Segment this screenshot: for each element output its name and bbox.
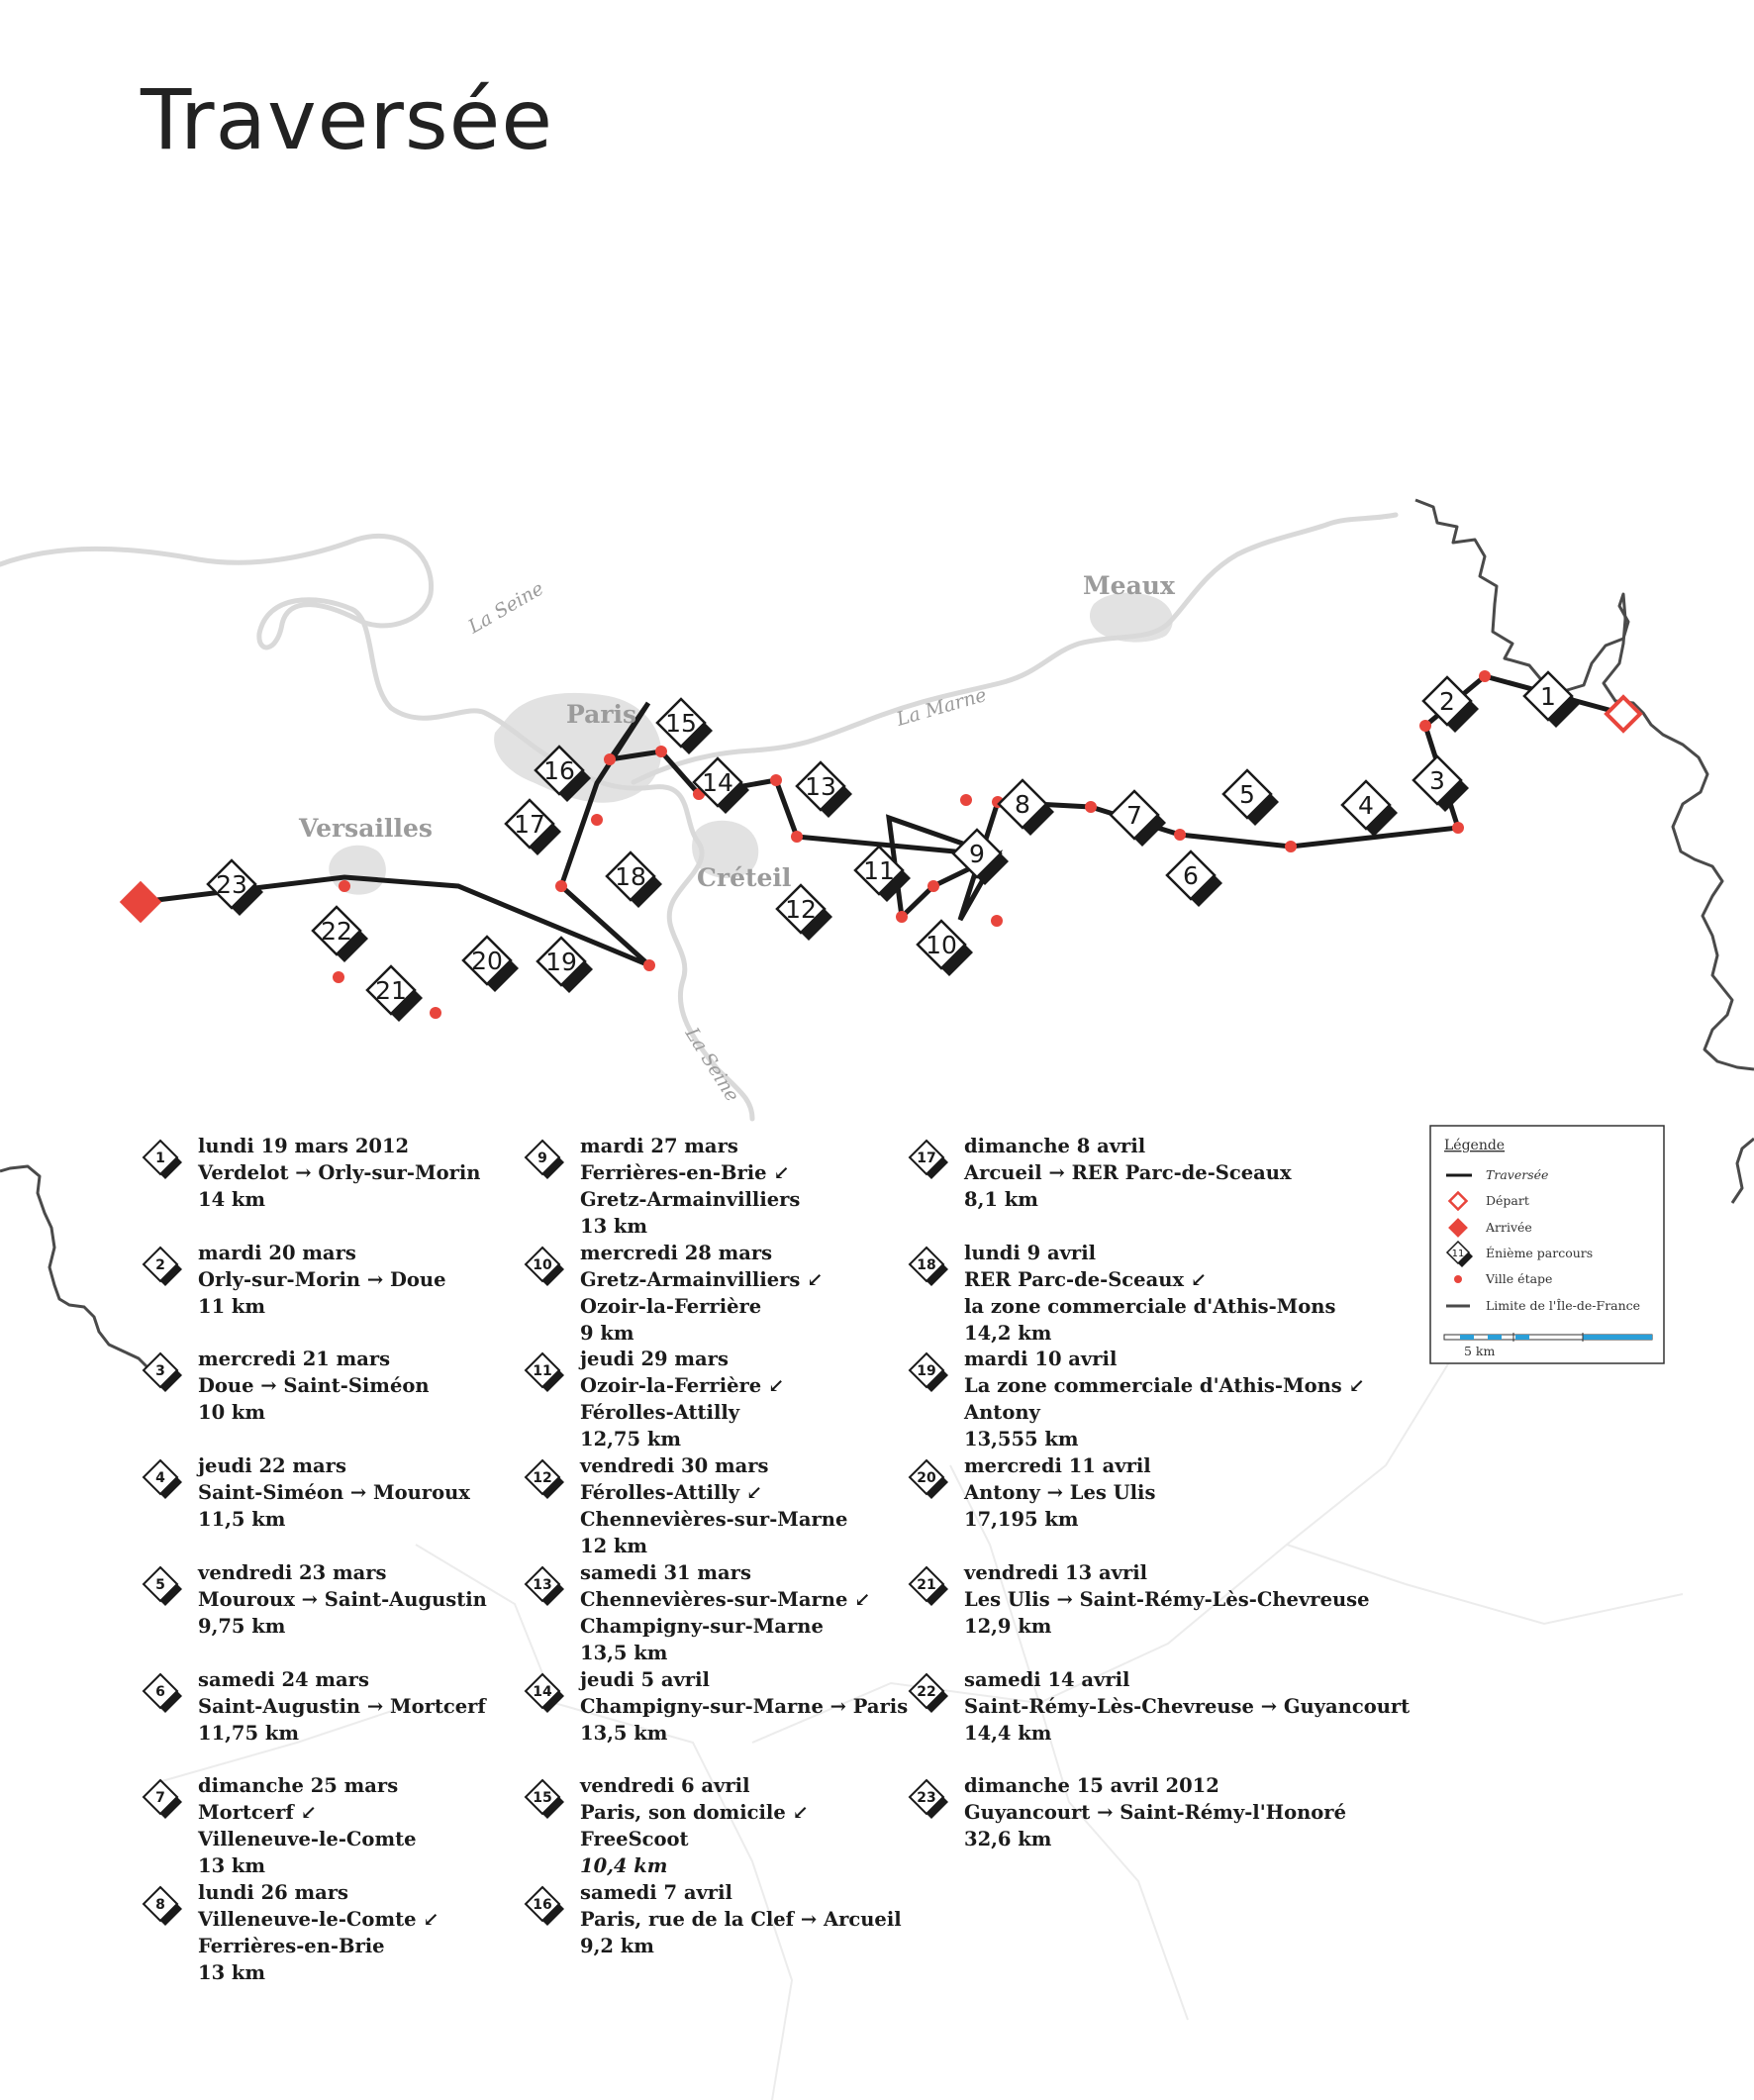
stage-route: Saint-Rémy-Lès-Chevreuse → Guyancourt (964, 1694, 1411, 1718)
stage-entry-marker (519, 1347, 566, 1394)
stage-distance: 14 km (198, 1188, 266, 1211)
stage-route: Antony → Les Ulis (964, 1481, 1156, 1505)
river-marne (633, 515, 1396, 782)
stage-marker (918, 921, 973, 976)
stage-date: jeudi 5 avril (580, 1667, 710, 1691)
stage-route: Gretz-Armainvilliers ↙ (580, 1267, 824, 1291)
stage-route: Arcueil → RER Parc-de-Sceaux (964, 1161, 1292, 1184)
stage-marker (953, 830, 1009, 885)
stage-date: mardi 27 mars (580, 1135, 738, 1157)
stage-route: Les Ulis → Saint-Rémy-Lès-Chevreuse (964, 1587, 1370, 1611)
stage-entry-number: 3 (155, 1363, 165, 1380)
stage-marker-number: 1 (1540, 682, 1556, 711)
stage-marker (657, 699, 713, 754)
stage-date: samedi 31 mars (580, 1560, 751, 1584)
stage-entry-marker (903, 1134, 950, 1181)
stage-route: Champigny-sur-Marne (580, 1614, 824, 1638)
stage-route: Ferrières-en-Brie (198, 1934, 385, 1957)
stage-distance: 13,5 km (580, 1641, 668, 1664)
river-label: La Marne (894, 683, 990, 731)
stage-entry-marker (137, 1347, 184, 1394)
stage-entry-marker (903, 1241, 950, 1288)
stage-entry-marker (519, 1560, 566, 1608)
stage-distance: 10 km (198, 1401, 266, 1425)
stage-marker (367, 966, 423, 1022)
legend-item-label: Ville étape (1486, 1271, 1553, 1286)
stage-entry-number: 7 (155, 1790, 165, 1807)
stage-date: jeudi 22 mars (198, 1454, 346, 1478)
stage-marker (1342, 781, 1398, 837)
stage-marker-number: 2 (1439, 687, 1455, 716)
stage-marker (208, 860, 263, 916)
stage-distance: 14,2 km (964, 1321, 1052, 1345)
stage-marker (694, 758, 749, 814)
legend-title: Légende (1444, 1138, 1506, 1153)
stage-entry-number: 8 (155, 1896, 165, 1913)
city-areas (329, 593, 1173, 895)
river-seine-west (0, 536, 569, 767)
river-label: La Seine (464, 577, 548, 639)
stage-route: Ozoir-la-Ferrière (580, 1294, 762, 1318)
stage-date: samedi 14 avril (964, 1667, 1130, 1691)
stage-route: Mortcerf ↙ (198, 1801, 317, 1825)
stage-marker (313, 907, 368, 962)
stage-date: mercredi 21 mars (198, 1348, 391, 1371)
stage-route: Villeneuve-le-Comte (198, 1828, 417, 1851)
stage-entry-number: 15 (533, 1790, 552, 1807)
stage-entry-marker (137, 1560, 184, 1608)
stage-marker-number: 12 (785, 895, 817, 924)
scale-label: 5 km (1464, 1344, 1496, 1358)
stage-route: la zone commerciale d'Athis-Mons (964, 1294, 1336, 1318)
legend-box (1430, 1126, 1664, 1363)
legend-item-label: Arrivée (1486, 1220, 1532, 1235)
stage-route: Antony (964, 1401, 1040, 1425)
stage-marker-number: 9 (969, 840, 985, 868)
stage-entry (917, 1772, 1350, 1852)
stage-entry-marker (137, 1453, 184, 1501)
stage-distance: 32,6 km (964, 1828, 1052, 1851)
stage-route: Ferrières-en-Brie ↙ (580, 1161, 790, 1184)
stage-distance: 10,4 km (580, 1854, 668, 1878)
stage-entry-marker (519, 1134, 566, 1181)
stage-marker (777, 885, 832, 941)
city-label: Créteil (697, 863, 792, 892)
stage-route: Guyancourt → Saint-Rémy-l'Honoré (964, 1801, 1346, 1825)
stage-marker (855, 847, 911, 902)
stage-route: Champigny-sur-Marne → Paris (580, 1694, 909, 1718)
stage-marker (463, 937, 519, 992)
stage-distance: 8,1 km (964, 1188, 1038, 1211)
stage-marker-number: 11 (863, 856, 895, 885)
stage-entry-number: 18 (917, 1256, 936, 1273)
stage-entry-marker (137, 1241, 184, 1288)
stage-entry-number: 22 (917, 1683, 936, 1700)
stage-route: Férolles-Attilly ↙ (580, 1481, 763, 1505)
stage-marker (537, 938, 593, 993)
stage-marker (1223, 770, 1279, 826)
stage-date: lundi 19 mars 2012 (198, 1135, 410, 1157)
stage-marker (607, 852, 662, 908)
stage-date: vendredi 30 mars (580, 1454, 769, 1478)
stage-marker (1167, 851, 1222, 907)
stage-date: vendredi 6 avril (580, 1774, 750, 1798)
stage-entry-marker (903, 1560, 950, 1608)
city-label: Versailles (299, 814, 433, 843)
stage-entry-marker (903, 1773, 950, 1821)
stage-entry-number: 21 (917, 1576, 936, 1593)
stage-marker-number: 23 (216, 870, 247, 899)
stage-marker (1524, 672, 1580, 728)
legend-item-label: Départ (1486, 1193, 1529, 1208)
stage-entry-marker (137, 1667, 184, 1715)
stage-entry-marker (137, 1880, 184, 1928)
stage-marker-number: 21 (375, 976, 407, 1005)
stage-entry-number: 6 (155, 1683, 165, 1700)
stage-route: FreeScoot (580, 1828, 689, 1851)
stage-entry-number: 2 (155, 1256, 165, 1273)
stage-distance: 9 km (580, 1321, 634, 1345)
stage-route: Ozoir-la-Ferrière ↙ (580, 1374, 785, 1398)
stage-distance: 13 km (198, 1960, 266, 1984)
stage-entry-number: 11 (533, 1363, 552, 1380)
stage-marker-number: 20 (471, 947, 503, 975)
stage-date: lundi 26 mars (198, 1880, 349, 1904)
legend-item-label: Limite de l'Île-de-France (1486, 1298, 1641, 1313)
versailles-area (329, 846, 386, 895)
stage-entry (917, 1452, 1350, 1533)
stage-marker-number: 3 (1429, 766, 1445, 795)
stage-entry (917, 1559, 1370, 1640)
stage-route: Férolles-Attilly (580, 1401, 740, 1425)
river-label: La Seine (680, 1023, 743, 1106)
stage-distance: 17,195 km (964, 1508, 1079, 1532)
stage-date: vendredi 13 avril (964, 1560, 1148, 1584)
stage-marker (797, 762, 852, 818)
legend (1430, 1126, 1664, 1363)
stage-date: mardi 20 mars (198, 1241, 356, 1264)
stage-date: samedi 7 avril (580, 1880, 732, 1904)
stage-entry-number: 12 (533, 1470, 552, 1487)
stage-entry-number: 14 (533, 1683, 552, 1700)
stage-entry (917, 1240, 1350, 1347)
stage-marker (999, 780, 1054, 836)
stage-marker-number: 22 (321, 917, 352, 946)
stage-entry (917, 1666, 1411, 1747)
stage-entry-number: 16 (533, 1896, 552, 1913)
stage-route: Paris, son domicile ↙ (580, 1801, 809, 1825)
stage-marker (1111, 791, 1166, 847)
stage-entry-number: 4 (155, 1470, 165, 1487)
stage-date: mercredi 11 avril (964, 1454, 1151, 1478)
stage-date: dimanche 15 avril 2012 (964, 1774, 1219, 1798)
stage-marker-number: 13 (805, 772, 836, 801)
legend-item-label: Énième parcours (1486, 1246, 1594, 1260)
stage-date: mercredi 28 mars (580, 1241, 773, 1264)
stage-date: vendredi 23 mars (198, 1560, 387, 1584)
stage-entry-marker (903, 1453, 950, 1501)
stage-route: Gretz-Armainvilliers (580, 1188, 801, 1211)
stage-route: Saint-Siméon → Mouroux (198, 1481, 470, 1505)
stage-distance: 9,2 km (580, 1934, 654, 1957)
stage-distance: 9,75 km (198, 1614, 286, 1638)
stage-marker-number: 14 (702, 768, 733, 797)
stage-date: jeudi 29 mars (580, 1348, 729, 1371)
stage-marker-number: 7 (1126, 801, 1142, 830)
stage-route: Paris, rue de la Clef → Arcueil (580, 1907, 902, 1931)
stage-date: samedi 24 mars (198, 1667, 369, 1691)
stage-entry-marker (137, 1134, 184, 1181)
stage-entry-number: 20 (917, 1470, 936, 1487)
stage-entry-number: 23 (917, 1790, 936, 1807)
stage-entry-marker (903, 1667, 950, 1715)
stage-date: mardi 10 avril (964, 1348, 1118, 1371)
start-marker (1607, 697, 1640, 731)
stage-distance: 12 km (580, 1535, 648, 1558)
stage-distance: 13,5 km (580, 1721, 668, 1745)
city-label: Paris (566, 700, 637, 729)
stage-distance: 11,75 km (198, 1721, 299, 1745)
stage-entry-marker (519, 1667, 566, 1715)
stage-marker (506, 800, 561, 855)
stage-marker-number: 16 (543, 756, 575, 785)
stage-route: Saint-Augustin → Mortcerf (198, 1694, 486, 1718)
stage-marker-number: 4 (1358, 791, 1374, 820)
stage-marker (1413, 756, 1469, 812)
stage-route: Mouroux → Saint-Augustin (198, 1587, 487, 1611)
stage-marker-number: 18 (615, 862, 646, 891)
stage-distance: 12,75 km (580, 1428, 681, 1451)
stage-distance: 13 km (580, 1215, 648, 1238)
stage-distance: 13,555 km (964, 1428, 1079, 1451)
stage-date: lundi 9 avril (964, 1241, 1097, 1264)
legend-stage-number: 11 (1451, 1249, 1465, 1259)
stage-entry-number: 13 (533, 1576, 552, 1593)
stage-route: Verdelot → Orly-sur-Morin (198, 1161, 481, 1184)
stage-entry-number: 1 (155, 1150, 165, 1166)
stage-route: Doue → Saint-Siméon (198, 1374, 430, 1398)
stage-marker-number: 19 (545, 948, 577, 976)
stage-entry (917, 1346, 1365, 1452)
stage-route: RER Parc-de-Sceaux ↙ (964, 1267, 1208, 1291)
stage-entry-marker (519, 1773, 566, 1821)
stage-route: Orly-sur-Morin → Doue (198, 1267, 446, 1291)
legend-dot-symbol (1454, 1275, 1462, 1283)
stage-entry-number: 17 (917, 1150, 936, 1166)
stage-marker-number: 5 (1239, 780, 1255, 809)
stage-date: dimanche 25 mars (198, 1774, 399, 1798)
stage-route: Chennevières-sur-Marne (580, 1508, 848, 1532)
end-marker (120, 881, 161, 923)
stage-distance: 11,5 km (198, 1508, 286, 1532)
stage-marker-number: 15 (665, 709, 697, 738)
stage-entry-marker (519, 1241, 566, 1288)
legend-item-label: Traversée (1486, 1167, 1549, 1182)
stage-date: dimanche 8 avril (964, 1135, 1146, 1157)
stage-entry-marker (519, 1453, 566, 1501)
stage-marker-number: 17 (514, 810, 545, 839)
stage-entry-marker (137, 1773, 184, 1821)
stage-entry-marker (903, 1347, 950, 1394)
stage-marker-number: 8 (1015, 790, 1030, 819)
stage-entry-marker (519, 1880, 566, 1928)
stage-entry-number: 5 (155, 1576, 165, 1593)
stage-distance: 14,4 km (964, 1721, 1052, 1745)
stage-marker-number: 10 (926, 931, 957, 959)
stage-route: Villeneuve-le-Comte ↙ (198, 1907, 439, 1931)
stage-route: La zone commerciale d'Athis-Mons ↙ (964, 1374, 1365, 1398)
stage-distance: 13 km (198, 1854, 266, 1878)
stage-entry-number: 10 (533, 1256, 552, 1273)
stage-entry-number: 19 (917, 1363, 936, 1380)
stage-distance: 11 km (198, 1294, 266, 1318)
stage-entry (917, 1133, 1350, 1213)
city-label: Meaux (1083, 571, 1175, 600)
stage-route: Chennevières-sur-Marne ↙ (580, 1587, 871, 1611)
page-title: Traversée (141, 71, 554, 168)
stage-entry (533, 1879, 966, 1959)
stage-distance: 12,9 km (964, 1614, 1052, 1638)
stage-entry-number: 9 (537, 1150, 547, 1166)
stage-marker-number: 6 (1183, 861, 1199, 890)
